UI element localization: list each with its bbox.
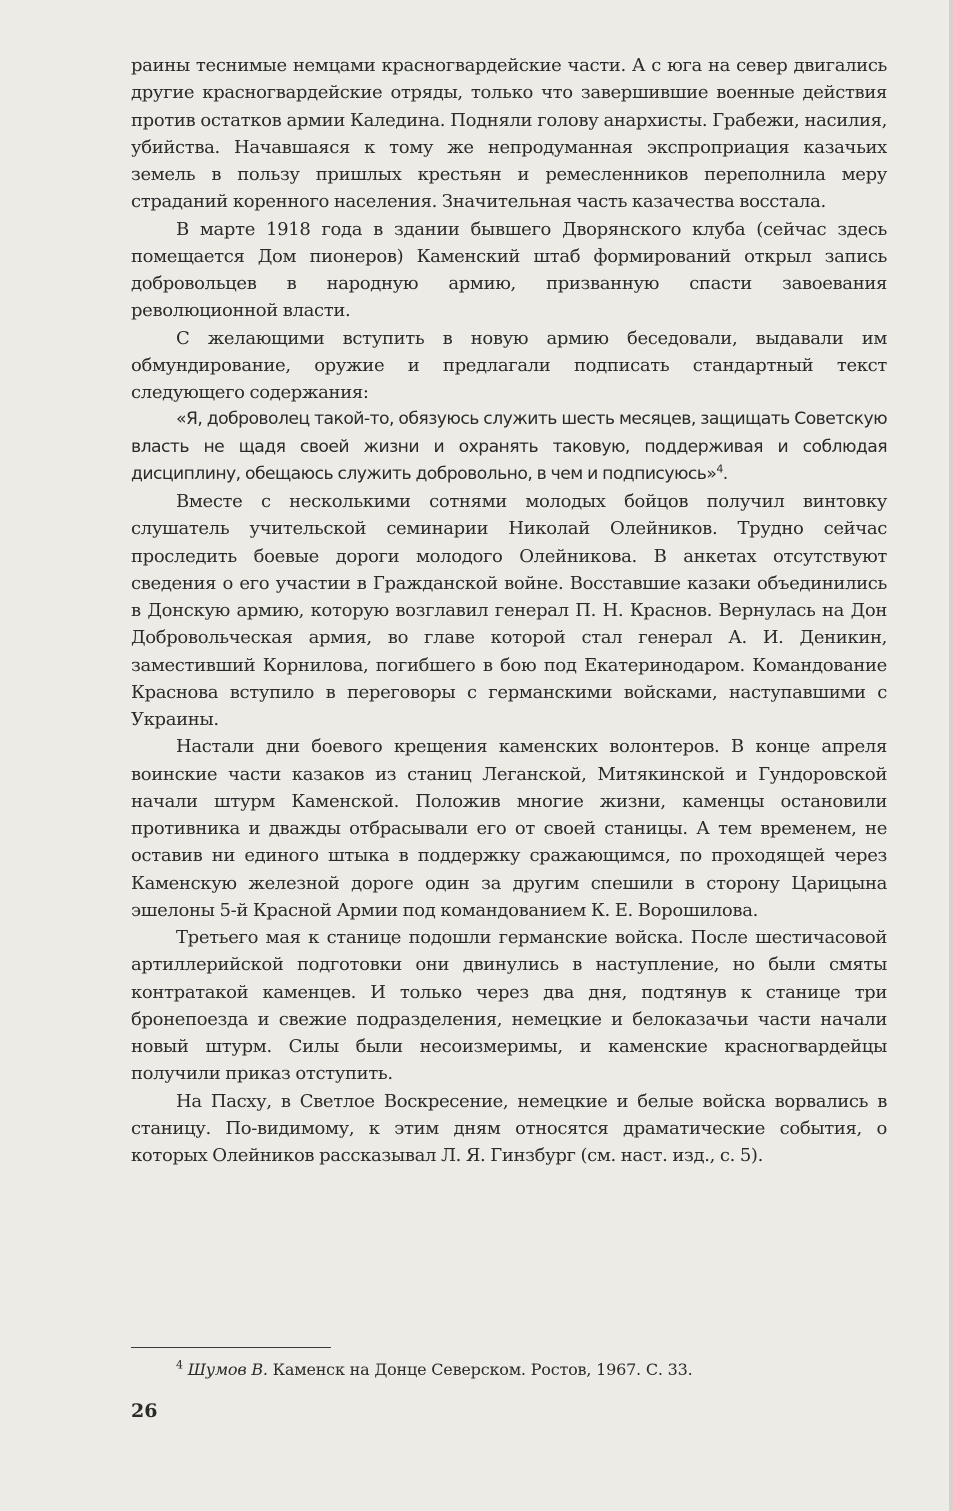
quote-text: «Я, доброволец такой-то, обязуюсь служить шесть месяцев, защищать Советскую власть не щадя своей жизни и охранять таковую, поддерживая и соблюдая дисциплину, обещаюсь служить добровольно, в чем и подписуюсь»	[131, 409, 887, 484]
footnote	[176, 1358, 887, 1382]
paragraph: Настали дни боевого крещения каменских волонтеров. В конце апреля воинские части казаков из станиц Леганской, Митякинской и Гундоровской начали штурм Каменской. Положив многие жизни, каменцы остановили противника и дважды отбрасывали его от своей станицы. А тем временем, не оставив ни единого штыка в поддержку сражающимся, по проходящей через Каменскую железной дороге один за другим спешили в сторону Царицына эшелоны 5-й Красной Армии под командованием К. Е. Ворошилова.	[131, 736, 887, 921]
paragraph: раины теснимые немцами красногвардейские части. А с юга на север двигались другие красногвардейские отряды, только что завершившие военные действия против остатков армии Каледина. Подняли голову анархисты. Грабежи, насилия, убийства. Начавшаяся к тому же непродуманная экспроприация казачьих земель в пользу пришлых крестьян и ремесленников переполнила меру страданий коренного населения. Значительная часть казачества восстала.	[131, 55, 887, 213]
footnote-author: Шумов В.	[187, 1360, 268, 1379]
footnote-text: Каменск на Донце Северском. Ростов, 1967. С. 33.	[267, 1360, 693, 1379]
page-number: 26	[131, 1400, 158, 1422]
main-text	[131, 52, 887, 1169]
footnote-marker: 4	[176, 1358, 183, 1372]
paragraph: С желающими вступить в новую армию беседовали, выдавали им обмундирование, оружие и предлагали подписать стандартный текст следующего содержания:	[131, 327, 887, 403]
paragraph: В марте 1918 года в здании бывшего Дворянского клуба (сейчас здесь помещается Дом пионеров) Каменский штаб формирований открыл запись добровольцев в народную армию, призванную спасти завоевания революционной власти.	[131, 218, 887, 322]
paragraph: Третьего мая к станице подошли германские войска. После шестичасовой артиллерийской подготовки они двинулись в наступление, но были смяты контратакой каменцев. И только через два дня, подтянув к станице три бронепоезда и свежие подразделения, немецкие и белоказачьи части начали новый штурм. Силы были несоизмеримы, и каменские красногвардейцы получили приказ отступить.	[131, 927, 887, 1085]
quote-end: .	[722, 463, 728, 484]
paragraph: Вместе с несколькими сотнями молодых бойцов получил винтовку слушатель учительской семинарии Николай Олейников. Трудно сейчас проследить боевые дороги молодого Олейникова. В анкетах отсутствуют сведения о его участии в Гражданской войне. Восставшие казаки объединились в Донскую армию, которую возглавил генерал П. Н. Краснов. Вернулась на Дон Добровольческая армия, во главе которой стал генерал А. И. Деникин, заместивший Корнилова, погибшего в бою под Екатеринодаром. Командование Краснова вступило в переговоры с германскими войсками, наступавшими с Украины.	[131, 491, 887, 730]
paragraph: На Пасху, в Светлое Воскресение, немецкие и белые войска ворвались в станицу. По-видимому, к этим дням относятся драматические события, о которых Олейников рассказывал Л. Я. Гинзбург (см. наст. изд., с. 5).	[131, 1090, 887, 1166]
page-edge	[949, 0, 953, 1511]
footnote-reference: 4	[716, 462, 723, 476]
quoted-oath	[131, 406, 887, 488]
footnote-divider	[131, 1347, 331, 1348]
